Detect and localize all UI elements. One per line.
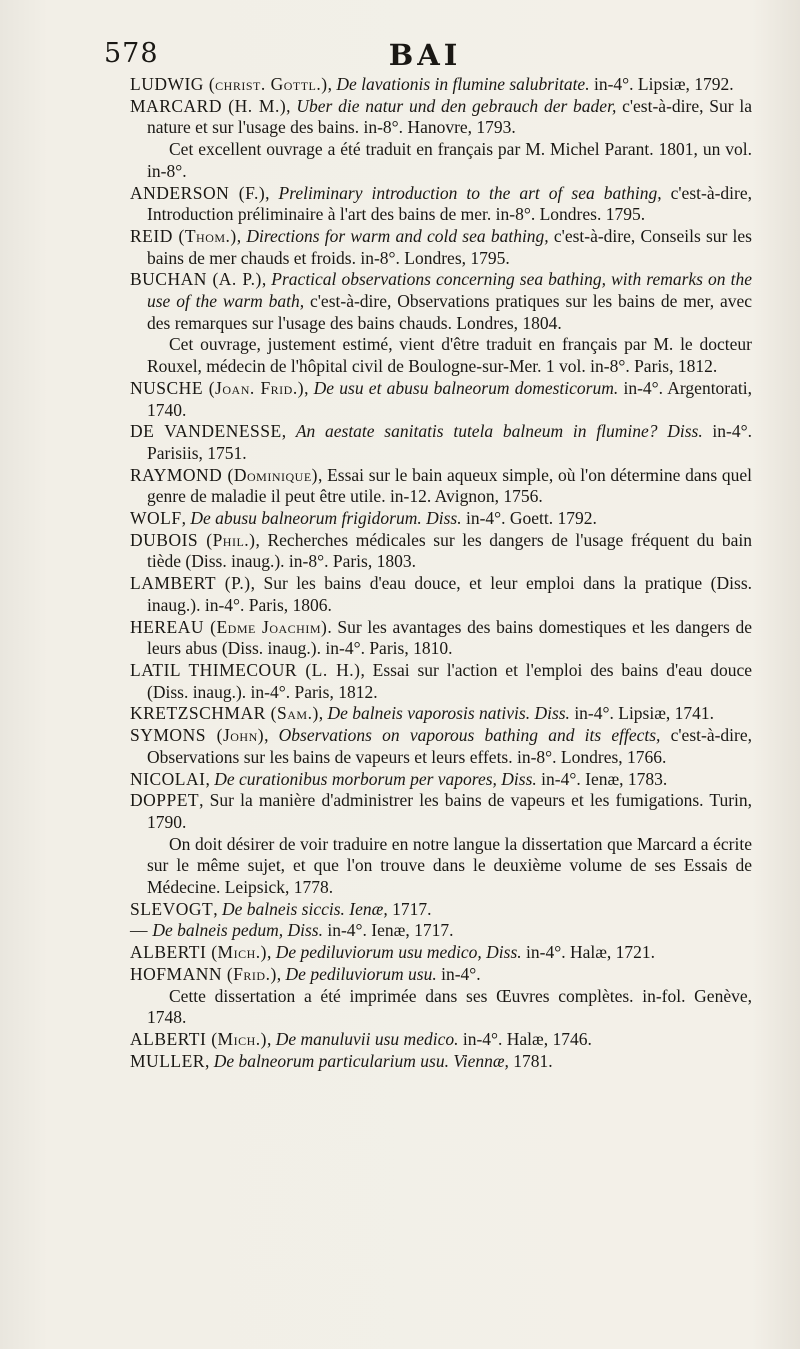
bibliography-entry: [130, 508, 752, 530]
entry-author: RAYMOND (Dominique): [130, 464, 318, 485]
entry-separator: ,: [204, 1050, 214, 1071]
entry-separator: ,: [327, 74, 337, 94]
entry-author: DUBOIS (Phil.): [130, 529, 256, 550]
entry-separator: ,: [265, 182, 279, 203]
entry-separator: ,: [317, 464, 328, 485]
bibliography-entry: [130, 530, 752, 573]
bibliography-note: Cet excellent ouvrage a été traduit en français par M. Michel Parant. 1801, un vol. in-8°.: [147, 139, 752, 181]
bibliography-list: [130, 74, 752, 1072]
entry-title: De balneis vaporosis nativis. Diss.: [327, 703, 570, 724]
entry-title: De balneorum particularium usu. Viennæ,: [213, 1050, 509, 1071]
entry-separator: ,: [266, 1028, 276, 1049]
entry-details: in-4°. Lipsiæ, 1741.: [569, 703, 715, 724]
entry-title: De lavationis in flumine salubritate.: [336, 74, 590, 94]
entry-details: Essai sur le bain aqueux simple, où l'on détermine dans quel genre de maladie il peut être utile. in-12. Avignon, 1756.: [147, 464, 753, 507]
entry-author: ALBERTI (Mich.): [130, 1028, 267, 1049]
entry-author: KRETZSCHMAR (Sam.): [130, 703, 319, 724]
entry-title: An aestate sanitatis tutela balneum in flumine? Diss.: [295, 421, 703, 442]
entry-details: in-4°. Halæ, 1746.: [458, 1028, 592, 1049]
bibliography-entry: [130, 964, 752, 986]
entry-details: in-4°. Argentorati, 1740.: [147, 377, 753, 420]
entry-author: NUSCHE (Joan. Frid.): [130, 377, 305, 398]
bibliography-entry: [130, 465, 752, 508]
entry-separator: ,: [266, 942, 276, 963]
bibliography-entry: [130, 899, 752, 921]
entry-details: c'est-à-dire, Sur la nature et sur l'usage des bains. in-8°. Hanovre, 1793.: [147, 95, 752, 138]
entry-author: DOPPET: [130, 790, 200, 811]
bibliography-entry: [130, 183, 752, 226]
bibliography-entry: [130, 790, 752, 833]
entry-details: in-4°. Parisiis, 1751.: [147, 421, 752, 463]
page-number: 578: [104, 38, 159, 69]
entry-author: REID (Thom.): [130, 225, 237, 246]
entry-details: 1717.: [387, 898, 432, 919]
entry-title: De pediluviorum usu.: [285, 963, 437, 984]
bibliography-entry: [130, 74, 752, 96]
bibliography-note: Cet ouvrage, justement estimé, vient d'être traduit en français par M. le docteur Rouxel, médecin de l'hôpital civil de Boulogne-sur-Mer. 1 vol. in-8°. Paris, 1812.: [147, 334, 752, 377]
entry-separator: ,: [213, 898, 222, 919]
entry-details: in-4°.: [436, 963, 481, 984]
bibliography-entry: [130, 1029, 752, 1051]
bibliography-entry: [130, 96, 752, 139]
bibliography-note: Cette dissertation a été imprimée dans ses Œuvres complètes. in-fol. Genève, 1748.: [147, 985, 752, 1028]
entry-title: De balneis siccis. Ienæ,: [221, 898, 388, 919]
entry-separator: ,: [236, 225, 247, 246]
bibliography-entry: [130, 1051, 752, 1073]
entry-author: HOFMANN (Frid.): [130, 963, 277, 984]
entry-details: c'est-à-dire, Conseils sur les bains de mer chauds et froids. in-8°. Londres, 1795.: [147, 225, 752, 268]
entry-title: Observations on vaporous bathing and its effects,: [278, 725, 661, 746]
entry-author: SYMONS (John): [130, 725, 265, 746]
entry-separator: ,: [264, 725, 279, 746]
entry-details: in-4°. Ienæ, 1717.: [322, 920, 454, 941]
entry-author: LUDWIG (christ. Gottl.): [130, 74, 328, 94]
bibliography-entry: [130, 421, 752, 464]
bibliography-entry: [130, 378, 752, 421]
entry-separator: ,: [318, 703, 328, 724]
entry-separator: .: [327, 616, 338, 637]
entry-title: Directions for warm and cold sea bathing,: [246, 225, 549, 246]
bibliography-entry: [130, 769, 752, 791]
entry-separator: ,: [181, 508, 191, 529]
entry-author: LAMBERT (P.): [130, 573, 251, 594]
entry-title: De manuluvii usu medico.: [275, 1028, 459, 1049]
entry-separator: ,: [286, 95, 297, 116]
entry-separator: ,: [281, 421, 296, 442]
entry-details: c'est-à-dire, Observations pratiques sur les bains de mer, avec des remarques sur l'usage des bains chauds. Londres, 1804.: [147, 291, 752, 333]
entry-author: ALBERTI (Mich.): [130, 942, 267, 963]
entry-author: HEREAU (Edme Joachim): [130, 616, 328, 637]
entry-title: De curationibus morborum per vapores, Diss.: [214, 768, 537, 789]
entry-separator: ,: [276, 963, 286, 984]
entry-title: De usu et abusu balneorum domesticorum.: [313, 377, 619, 398]
entry-author: NICOLAI: [130, 768, 206, 789]
entry-separator: ,: [360, 659, 373, 680]
bibliography-entry: [130, 703, 752, 725]
bibliography-entry: [130, 573, 752, 616]
bibliography-entry: [130, 725, 752, 768]
entry-author: LATIL THIMECOUR (L. H.): [130, 659, 361, 680]
entry-separator: ,: [255, 529, 268, 550]
entry-details: c'est-à-dire, Introduction préliminaire à l'art des bains de mer. in-8°. Londres. 1795.: [147, 182, 752, 225]
entry-author: DE VANDENESSE: [130, 421, 282, 442]
entry-title: Preliminary introduction to the art of sea bathing,: [278, 182, 662, 203]
entry-separator: ,: [199, 790, 210, 811]
entry-separator: ,: [250, 573, 264, 594]
entry-details: c'est-à-dire, Observations sur les bains de vapeurs et leurs effets. in-8°. Londres, 1766.: [147, 725, 752, 767]
entry-details: Recherches médicales sur les dangers de l'usage fréquent du bain tiède (Diss. inaug.). in-8°. Paris, 1803.: [147, 529, 753, 572]
entry-details: Sur la manière d'administrer les bains de vapeurs et les fumigations. Turin, 1790.: [147, 790, 753, 832]
entry-title: De balneis pedum, Diss.: [152, 920, 323, 941]
bibliography-entry: [130, 226, 752, 269]
entry-author: WOLF: [130, 508, 182, 529]
entry-details: Essai sur l'action et l'emploi des bains d'eau douce (Diss. inaug.). in-4°. Paris, 1812.: [147, 659, 753, 702]
entry-title: Practical observations concerning sea bathing, with remarks on the use of the warm bath,: [147, 269, 752, 312]
bibliography-entry: [130, 660, 752, 703]
entry-author: ANDERSON (F.): [130, 182, 266, 203]
running-title: BAI: [388, 38, 462, 72]
bibliography-entry: [130, 269, 752, 334]
entry-details: in-4°. Halæ, 1721.: [521, 942, 656, 963]
running-head: [100, 38, 750, 72]
entry-details: Sur les avantages des bains domestiques et les dangers de leurs abus (Diss. inaug.). in-4°. Paris, 1810.: [147, 616, 752, 659]
entry-details: in-4°. Ienæ, 1783.: [536, 768, 668, 789]
entry-author: SLEVOGT: [130, 898, 214, 919]
entry-title: De abusu balneorum frigidorum. Diss.: [190, 508, 462, 529]
entry-details: in-4°. Goett. 1792.: [461, 508, 597, 529]
entry-details: Sur les bains d'eau douce, et leur emploi dans la pratique (Diss. inaug.). in-4°. Paris, 1806.: [147, 573, 752, 615]
bibliography-entry: [130, 920, 752, 942]
entry-separator: ,: [261, 269, 272, 290]
entry-author: MARCARD (H. M.): [130, 95, 287, 116]
entry-title: Uber die natur und den gebrauch der bader,: [296, 95, 617, 116]
entry-details: 1781.: [508, 1050, 553, 1071]
bibliography-entry: [130, 617, 752, 660]
entry-title: De pediluviorum usu medico, Diss.: [275, 942, 522, 963]
bibliography-note: On doit désirer de voir traduire en notre langue la dissertation que Marcard a écrite sur le même sujet, et que l'on trouve dans le deuxième volume de ses Essais de Médecine. Leipsick, 1778.: [147, 833, 752, 898]
bibliography-entry: [130, 942, 752, 964]
entry-separator: ,: [304, 377, 314, 398]
entry-author: MULLER: [130, 1050, 205, 1071]
entry-author: BUCHAN (A. P.): [130, 269, 262, 290]
entry-details: in-4°. Lipsiæ, 1792.: [589, 74, 734, 94]
entry-author: —: [130, 920, 148, 941]
entry-separator: ,: [205, 768, 215, 789]
